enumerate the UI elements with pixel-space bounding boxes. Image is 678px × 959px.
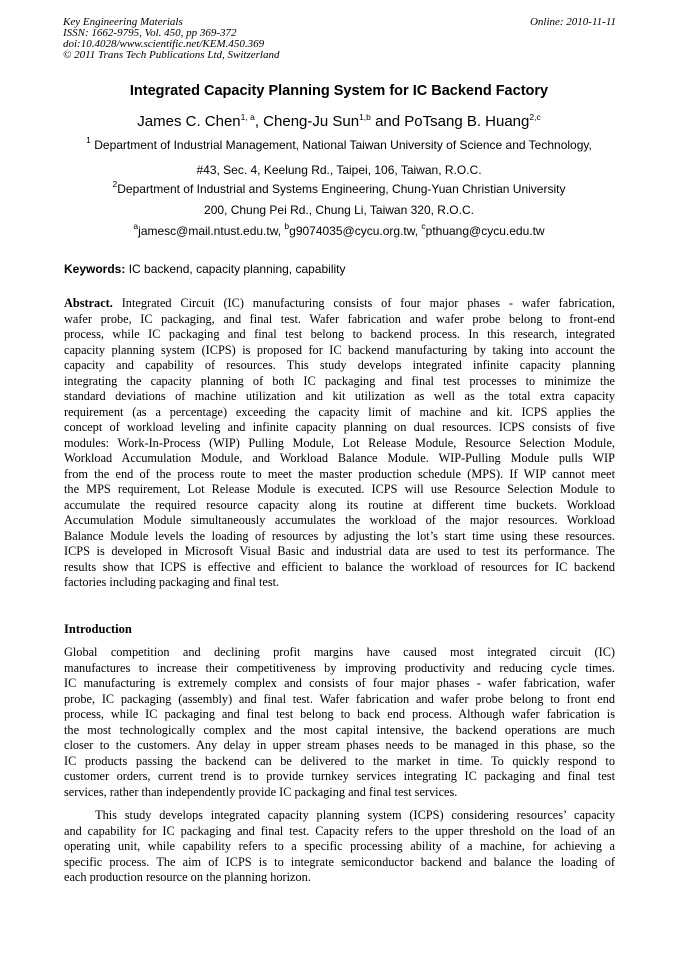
paragraph-line: process, while IC packaging and final test belong to back end process. Although wafer fabrication is bbox=[64, 707, 615, 721]
author-separator: , bbox=[254, 113, 264, 130]
affiliation-2 bbox=[0, 179, 678, 196]
abstract-text: Integrated Circuit (IC) manufacturing consists of four major phases - wafer fabrication, bbox=[112, 296, 615, 310]
paragraph-line: specific process. The aim of ICPS is to integrate semiconductor backend and balance the loading of bbox=[64, 854, 615, 869]
journal-header bbox=[63, 17, 279, 61]
paragraph-line: probe, IC packaging (assembly) and final test. Wafer fabrication and wafer probe belong to front end bbox=[64, 691, 615, 706]
affiliation-text: Department of Industrial and Systems Engineering, Chung-Yuan Christian University bbox=[117, 182, 566, 196]
abstract-line: standard deviations of machine utilization and kit utilization as well as the total extra capacity bbox=[64, 389, 615, 403]
abstract-line: concept of workload leveling and infinite capacity planning on dual resources. ICPS consists of five bbox=[64, 420, 615, 434]
keywords-label: Keywords: bbox=[64, 262, 126, 276]
keywords-text: IC backend, capacity planning, capability bbox=[125, 262, 346, 276]
author-affiliation-mark: 1,b bbox=[359, 112, 371, 122]
author-list bbox=[0, 113, 678, 130]
affiliation-1-address: #43, Sec. 4, Keelung Rd., Taipei, 106, Taiwan, R.O.C. bbox=[196, 163, 482, 177]
paragraph-line: IC products passing the backend can be delivered to the market in time. To quickly respond to bbox=[64, 753, 615, 768]
email-link[interactable]: jamesc@mail.ntust.edu.tw, bbox=[138, 224, 285, 238]
author-affiliation-mark: 1, a bbox=[240, 112, 255, 122]
copyright-line: © 2011 Trans Tech Publications Ltd, Switzerland bbox=[63, 49, 280, 61]
journal-name: Key Engineering Materials bbox=[63, 16, 183, 28]
introduction-paragraph-1 bbox=[64, 645, 615, 800]
email-mark: c bbox=[421, 221, 426, 231]
abstract-line: the MPS requirement, Lot Release Module is executed. ICPS will use Resource Selection Module to bbox=[64, 482, 615, 496]
introduction-paragraph-2 bbox=[64, 808, 615, 886]
paragraph-line: This study develops integrated capacity planning system (ICPS) considering resources’ capacity bbox=[64, 808, 615, 822]
keywords bbox=[64, 262, 346, 276]
email-mark: a bbox=[133, 221, 139, 231]
author-name: Cheng-Ju Sun bbox=[263, 113, 360, 130]
abstract-line: modules: Work-In-Process (WIP) Pulling Module, Lot Release Module, Resource Selection Module, bbox=[64, 435, 615, 450]
abstract-line: wafer probe, IC packaging, and final test. Wafer fabrication and wafer probe belong to front-end bbox=[64, 311, 615, 326]
abstract bbox=[64, 296, 615, 591]
author-affiliation-mark: 2,c bbox=[529, 112, 541, 122]
online-date: Online: 2010-11-11 bbox=[529, 16, 616, 28]
paragraph-line: and capability for IC packaging and final test. Capacity refers to the upper threshold on the load of an bbox=[64, 823, 615, 838]
abstract-line: Balance Module levels the loading of resources by adjusting the lot’s start time using these resources. bbox=[64, 528, 615, 543]
author-emails bbox=[0, 221, 678, 238]
paragraph-line: manufactures to increase their competitiveness by improving productivity and reducing cycle times. bbox=[64, 660, 615, 675]
issn-line: ISSN: 1662-9795, Vol. 450, pp 369-372 bbox=[63, 27, 237, 39]
abstract-line: accumulate the required resource capacity along its routine at different time buckets. Workload bbox=[64, 497, 615, 512]
author-name: James C. Chen bbox=[137, 113, 241, 130]
affiliation-1 bbox=[0, 135, 678, 152]
email-mark: b bbox=[284, 221, 290, 231]
abstract-label: Abstract. bbox=[64, 296, 113, 310]
email-link[interactable]: g9074035@cycu.org.tw, bbox=[289, 224, 422, 238]
affiliation-mark: 2 bbox=[112, 179, 118, 189]
author-name: PoTsang B. Huang bbox=[404, 113, 530, 130]
paragraph-line: customer orders, current trend is to provide turnkey services integrating IC packaging and final test bbox=[64, 769, 615, 783]
abstract-line: capacity and capability of resources. This study develops integrated infinite capacity planning bbox=[64, 358, 615, 372]
email-link[interactable]: pthuang@cycu.edu.tw bbox=[425, 224, 545, 238]
abstract-line: Accumulation Module simultaneously accumulates the workload of the major resources. Workload bbox=[64, 513, 615, 527]
paragraph-line: closer to the customers. Any delay in upper stream phases needs to be managed in this phase, so the bbox=[64, 738, 615, 752]
paragraph-line: services, rather than independently provide IC packaging and final test services. bbox=[64, 784, 458, 799]
affiliation-text: Department of Industrial Management, National Taiwan University of Science and Technology, bbox=[90, 138, 592, 152]
abstract-line: results show that ICPS is effective and efficient to balance the workload of resources for IC backend bbox=[64, 559, 615, 574]
paragraph-line: each production resource on the planning horizon. bbox=[64, 870, 311, 884]
affiliation-mark: 1 bbox=[86, 135, 91, 145]
abstract-line: capacity planning system (ICPS) is proposed for IC backend manufacturing by taking into account the bbox=[64, 342, 615, 357]
abstract-line: ICPS is developed in Microsoft Visual Basic and industrial data are used to test its performance. The bbox=[64, 544, 615, 558]
abstract-line: integrating the capacity planning of both IC packaging and final test processes to minimize the bbox=[64, 373, 615, 388]
section-heading-introduction: Introduction bbox=[64, 622, 132, 636]
abstract-line: factories including packaging and final test. bbox=[64, 575, 280, 589]
abstract-line: Workload Accumulation Module, and Workload Balance Module. WIP-Pulling Module pulls WIP bbox=[64, 451, 615, 465]
paragraph-line: Global competition and declining profit margins have caused most integrated circuit (IC) bbox=[64, 645, 615, 659]
abstract-line bbox=[64, 296, 615, 312]
affiliation-2-address: 200, Chung Pei Rd., Chung Li, Taiwan 320, R.O.C. bbox=[204, 203, 474, 217]
paper-title: Integrated Capacity Planning System for IC Backend Factory bbox=[129, 83, 549, 99]
paragraph-line: IC manufacturing is extremely complex and consists of four major phases - wafer fabrication, wafer bbox=[64, 676, 615, 690]
abstract-line: process, while IC packaging and final test belong to backend process. In this research, integrated bbox=[64, 327, 615, 341]
doi-line: doi:10.4028/www.scientific.net/KEM.450.369 bbox=[63, 38, 265, 50]
paragraph-line: operating unit, while capability refers to a specific processing ability of a machine, for achieving a bbox=[64, 839, 615, 853]
author-separator: and bbox=[370, 113, 405, 130]
abstract-line: requirement (as a percentage) exceeding the capacity limit of machine and kit. ICPS applies the bbox=[64, 404, 615, 419]
paragraph-line: the most technologically complex and the most capital intensive, the backend operations are much bbox=[64, 722, 615, 737]
abstract-line: from the end of the process route to meet the master production schedule (MPS). If WIP cannot meet bbox=[64, 466, 615, 481]
